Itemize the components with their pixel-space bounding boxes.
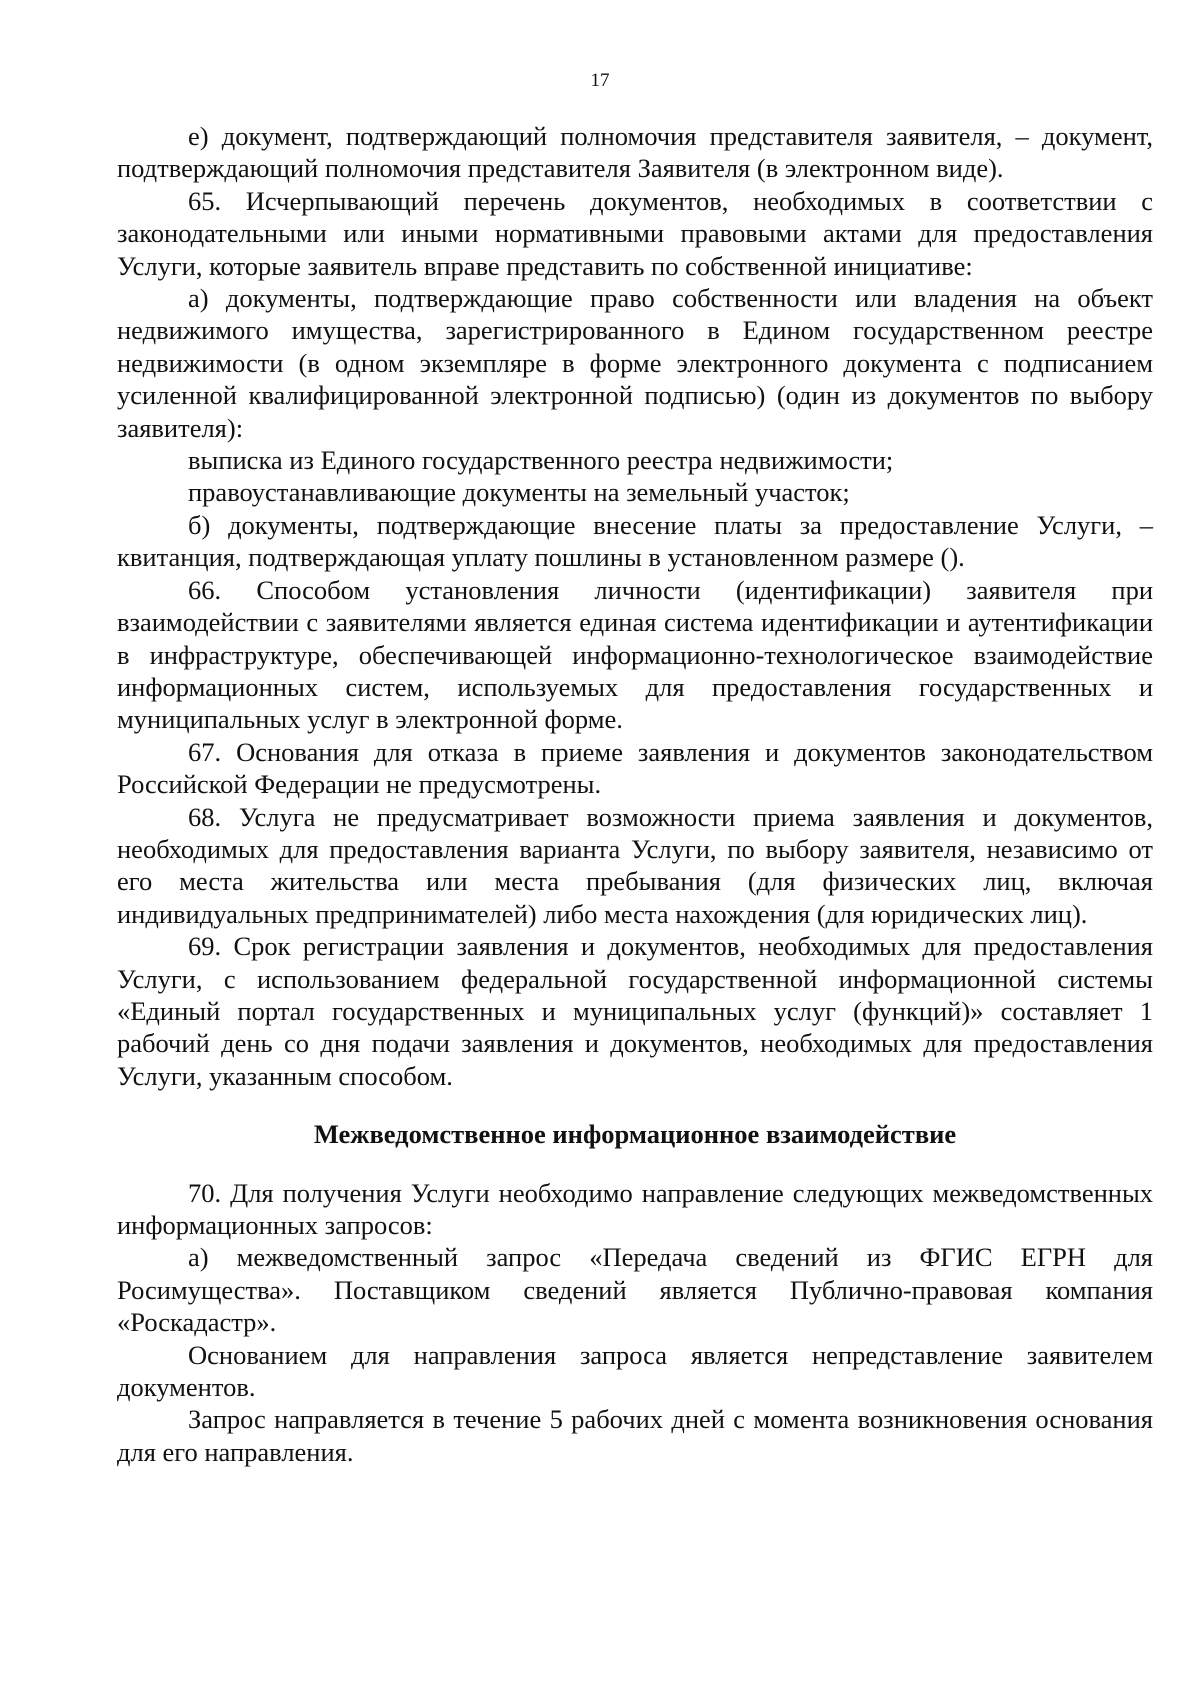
paragraph-item-e: е) документ, подтверждающий полномочия представителя заявителя, – документ, подтверждающий полномочия представителя Заявителя (в электронном виде). [117,121,1153,184]
paragraph-68: 68. Услуга не предусматривает возможности приема заявления и документов, необходимых для предоставления варианта Услуги, по выбору заявителя, независимо от его места жительства или места пребывания (для физических лиц, включая индивидуальных предпринимателей) либо места нахождения (для юридических лиц). [117,801,1153,929]
paragraph-item-b: б) документы, подтверждающие внесение платы за предоставление Услуги, – квитанция, подтверждающая уплату пошлины в установленном размере (). [117,509,1153,573]
paragraph-item-a: а) документы, подтверждающие право собственности или владения на объект недвижимого имущества, зарегистрированного в Едином государственном реестре недвижимости (в одном экземпляре в форме электронного документа с подписанием усиленной квалифицированной электронной подписью) (один из документов по выбору заявителя): [117,283,1153,443]
paragraph-70-item-a: а) межведомственный запрос «Передача сведений из ФГИС ЕГРН для Росимущества». Поставщиком сведений является Публично-правовая компания «Роскадастр». [117,1242,1153,1338]
paragraph-67: 67. Основания для отказа в приеме заявления и документов законодательством Российской Федерации не предусмотрены. [117,736,1153,800]
paragraph-egrn-extract: выписка из Единого государственного реестра недвижимости; [188,445,894,476]
paragraph-70: 70. Для получения Услуги необходимо направление следующих межведомственных информационных запросов: [117,1177,1153,1240]
section-heading: Межведомственное информационное взаимодействие [313,1119,957,1150]
paragraph-65: 65. Исчерпывающий перечень документов, необходимых в соответствии с законодательными или иными нормативными правовыми актами для предоставления Услуги, которые заявитель вправе представить по собственной инициативе: [117,185,1153,281]
paragraph-request-deadline: Запрос направляется в течение 5 рабочих дней с момента возникновения основания для его направления. [117,1404,1153,1467]
paragraph-69: 69. Срок регистрации заявления и документов, необходимых для предоставления Услуги, с использованием федеральной государственной информационной системы «Единый портал государственных и муниципальных услуг (функций)» составляет 1 рабочий день со дня подачи заявления и документов, необходимых для предоставления Услуги, указанным способом. [117,931,1153,1091]
paragraph-title-documents: правоустанавливающие документы на земельный участок; [188,477,850,508]
page-number: 17 [590,70,610,91]
paragraph-request-basis: Основанием для направления запроса является непредставление заявителем документов. [117,1339,1153,1403]
document-body [117,120,1153,1468]
paragraph-66: 66. Способом установления личности (идентификации) заявителя при взаимодействии с заявителями является единая система идентификации и аутентификации в инфраструктуре, обеспечивающей информационно-технологическое взаимодействие информационных систем, используемых для предоставления государственных и муниципальных услуг в электронной форме. [117,574,1153,735]
